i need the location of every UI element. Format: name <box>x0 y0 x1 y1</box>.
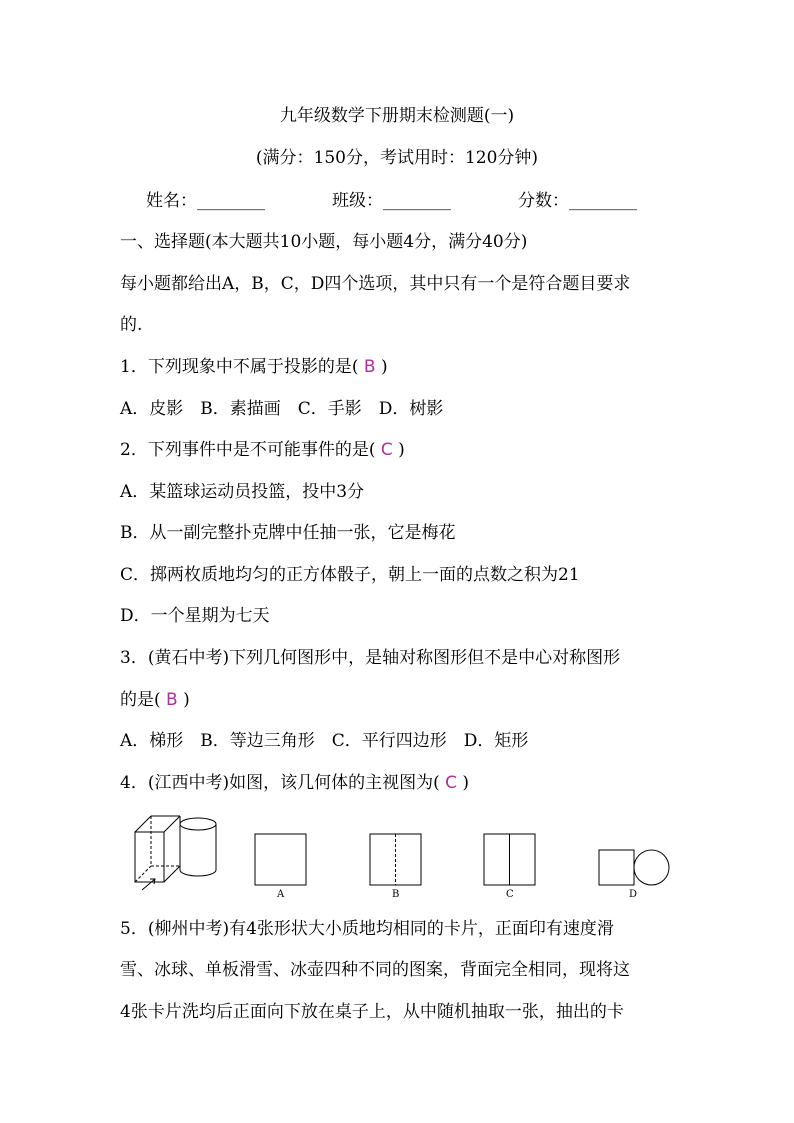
question-2-stem <box>120 438 405 462</box>
section-heading: 一、选择题(本大题共10小题，每小题4分，满分40分) <box>120 232 528 252</box>
question-3-options: A．梯形 B．等边三角形 C．平行四边形 D．矩形 <box>120 731 529 751</box>
question-3-stem <box>120 688 190 712</box>
question-2-text: 2．下列事件中是不可能事件的是( <box>120 440 376 460</box>
option-c-figure <box>484 834 535 885</box>
class-field: 班级：________ <box>332 191 451 211</box>
question-4-figures <box>128 812 688 902</box>
option-a-label: A <box>277 889 285 900</box>
option-a-figure <box>255 834 306 885</box>
question-5-line-1: 5．(柳州中考)有4张形状大小质地均相同的卡片，正面印有速度滑 <box>120 919 614 939</box>
section-intro-line-2: 的. <box>120 315 143 335</box>
solid-geometry-figure <box>135 816 216 890</box>
option-c-label: C <box>506 889 514 900</box>
question-2-answer: C <box>380 440 393 460</box>
question-4-answer: C <box>445 773 457 793</box>
geometry-figures-svg <box>128 812 688 902</box>
question-3-text: 的是( <box>120 690 161 710</box>
question-1-answer: B <box>363 357 376 377</box>
score-field: 分数：________ <box>518 191 637 211</box>
question-4-text: 4．(江西中考)如图，该几何体的主视图为( <box>120 773 440 793</box>
question-1-stem <box>120 355 388 379</box>
question-2-close: ) <box>398 440 405 460</box>
question-5-line-2: 雪、冰球、单板滑雪、冰壶四种不同的图案，背面完全相同，现将这 <box>120 960 630 980</box>
question-1-options: A．皮影 B．素描画 C．手影 D．树影 <box>120 399 444 419</box>
question-4-close: ) <box>462 773 470 793</box>
question-3-answer: B <box>166 690 178 710</box>
question-1-close: ) <box>380 357 388 377</box>
question-2-option-a: A．某篮球运动员投篮，投中3分 <box>120 482 365 502</box>
question-1-text: 1．下列现象中不属于投影的是( <box>120 357 359 377</box>
section-intro-line-1: 每小题都给出A，B，C，D四个选项，其中只有一个是符合题目要求 <box>120 274 631 294</box>
page-title: 九年级数学下册期末检测题(一) <box>279 106 515 126</box>
question-2-option-b: B．从一副完整扑克牌中任抽一张，它是梅花 <box>120 523 456 543</box>
option-b-figure <box>370 834 421 885</box>
name-field: 姓名：________ <box>146 191 265 211</box>
option-d-figure <box>599 850 669 885</box>
question-2-option-d: D．一个星期为七天 <box>120 606 270 626</box>
question-4-stem <box>120 771 469 795</box>
question-5-line-3: 4张卡片洗均后正面向下放在桌子上，从中随机抽取一张，抽出的卡 <box>120 1002 624 1022</box>
question-3-line-1: 3．(黄石中考)下列几何图形中，是轴对称图形但不是中心对称图形 <box>120 648 621 668</box>
option-b-label: B <box>392 889 400 900</box>
question-2-option-c: C．掷两枚质地均匀的正方体骰子，朝上一面的点数之积为21 <box>120 565 580 585</box>
option-d-label: D <box>629 889 638 900</box>
page-subtitle: (满分：150分，考试用时：120分钟) <box>255 148 539 168</box>
question-3-close: ) <box>183 690 190 710</box>
